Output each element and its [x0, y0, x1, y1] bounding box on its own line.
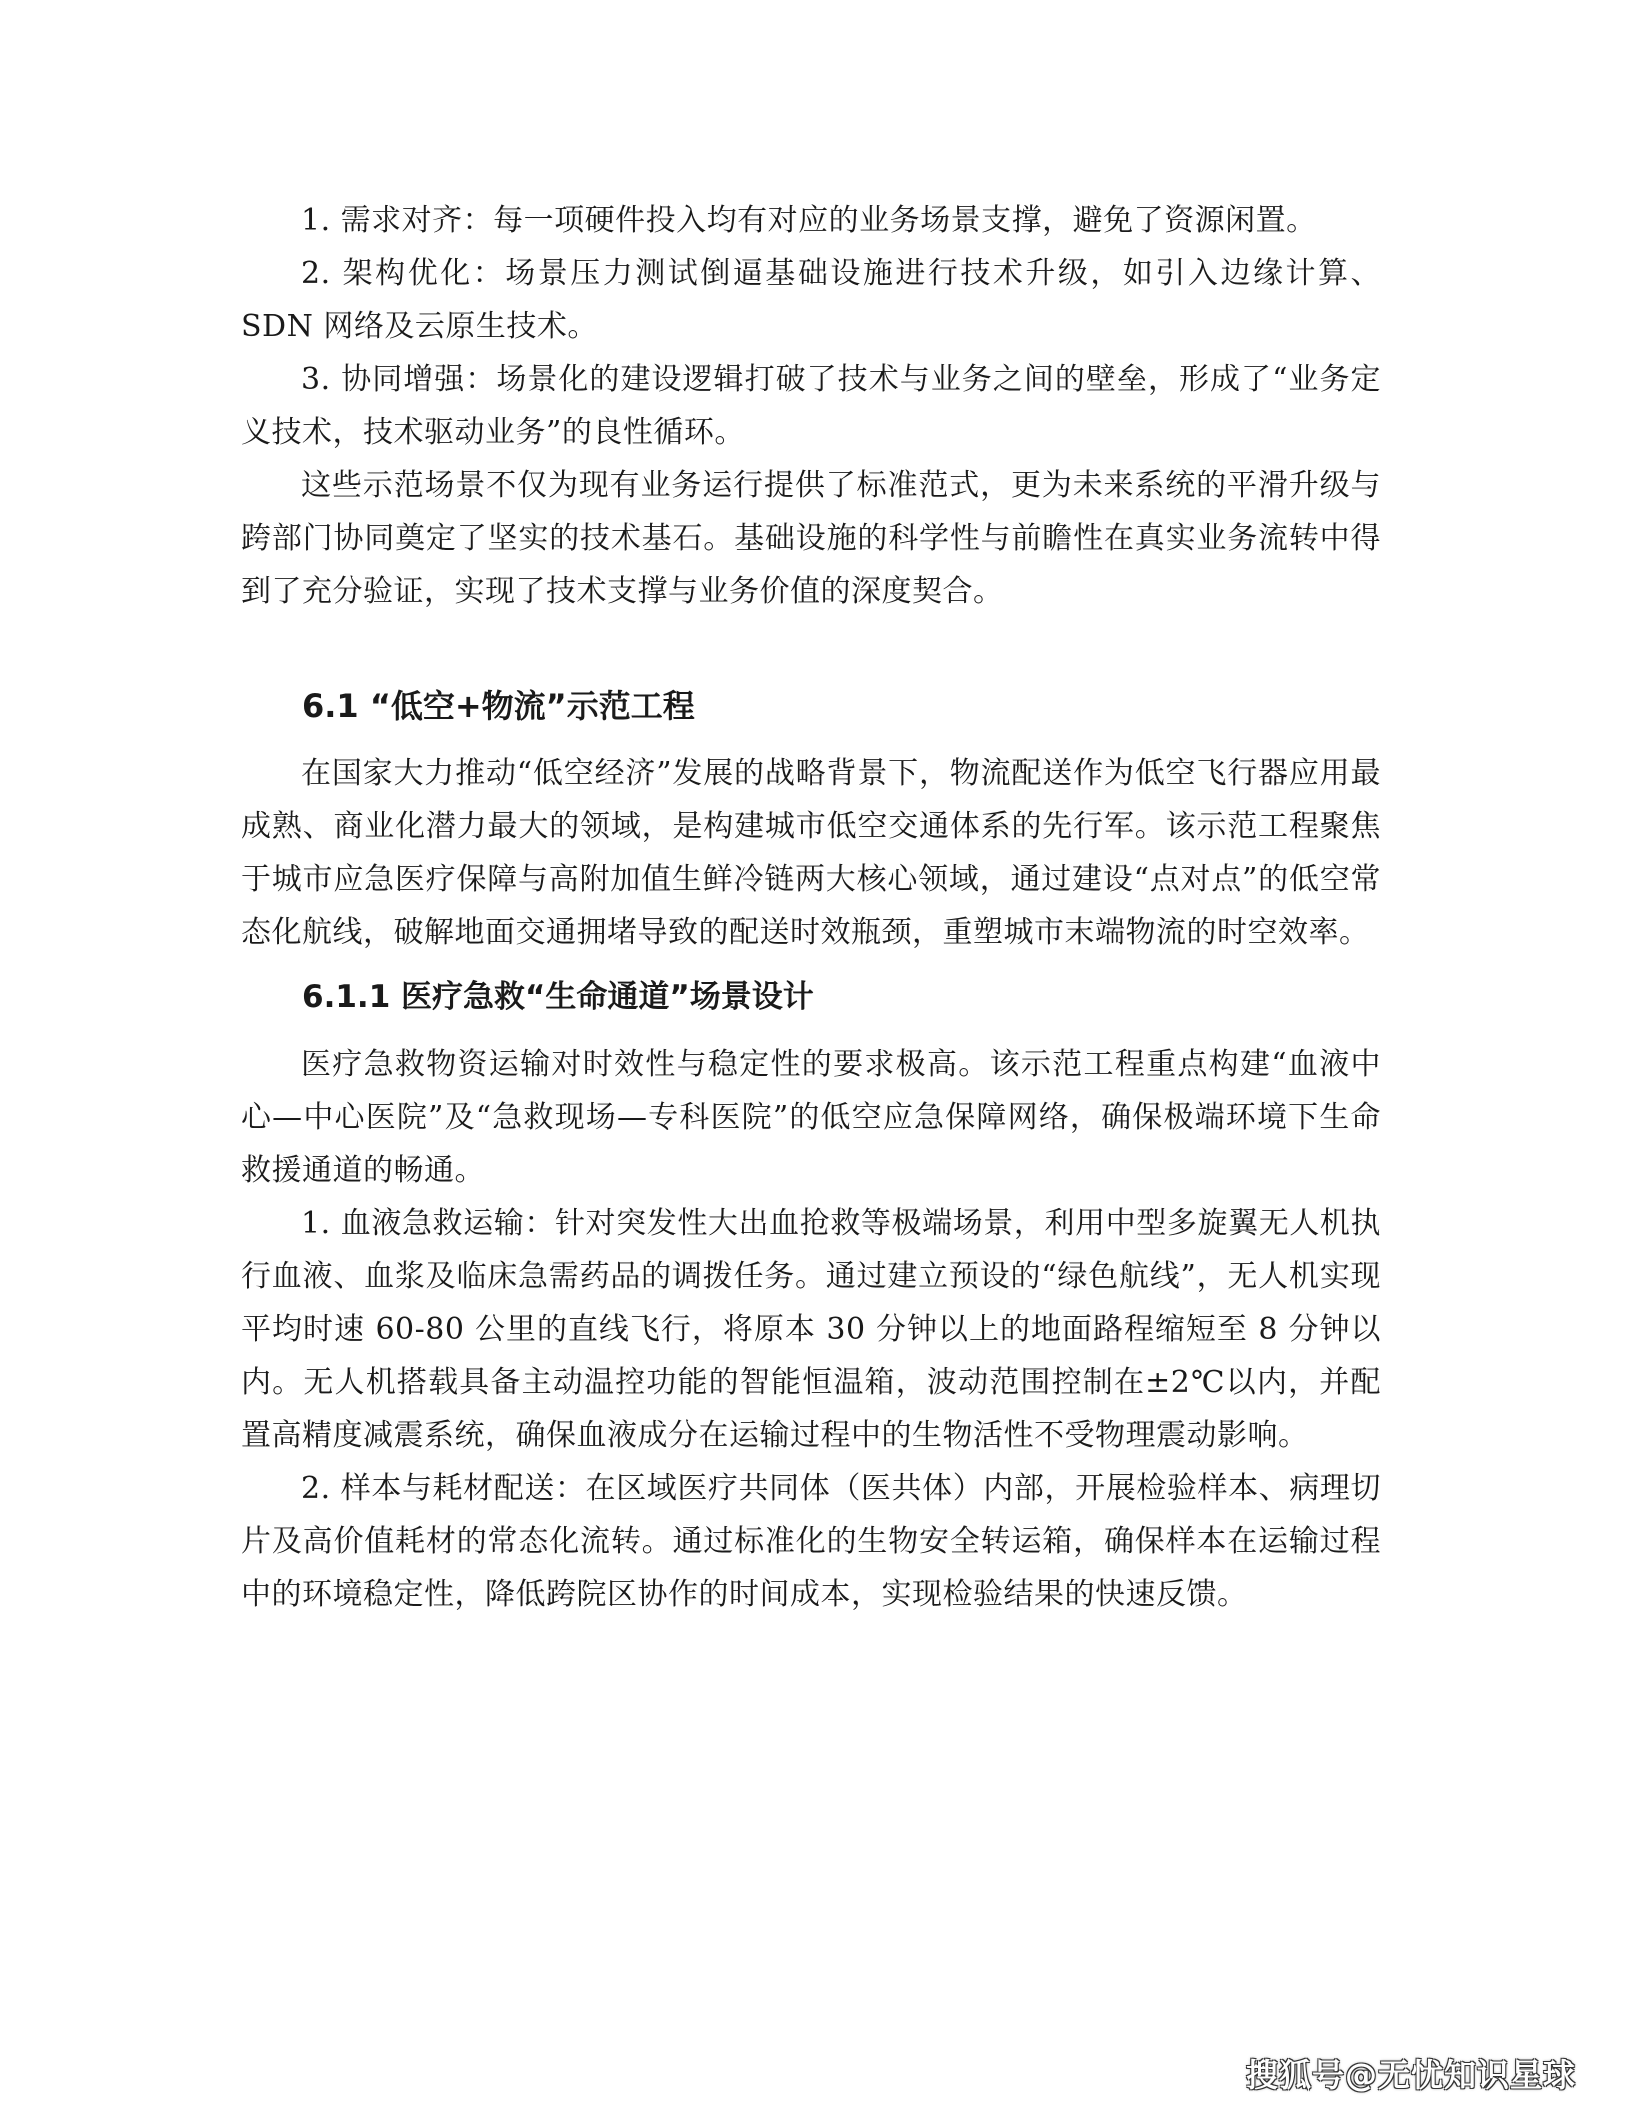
section-heading: 6.1 “低空+物流”示范工程	[302, 687, 695, 725]
subsection-heading: 6.1.1 医疗急救“生命通道”场景设计	[302, 979, 814, 1015]
spacer	[241, 618, 1381, 680]
section-intro-paragraph: 在国家大力推动“低空经济”发展的战略背景下，物流配送作为低空飞行器应用最成熟、商业化潜力最大的领域，是构建城市低空交通体系的先行军。该示范工程聚焦于城市应急医疗保障与高附加值生鲜冷链两大核心领域，通过建设“点对点”的低空常态化航线，破解地面交通拥堵导致的配送时效瓶颈，重塑城市末端物流的时空效率。	[241, 756, 1381, 950]
spacer	[241, 1024, 1381, 1038]
subsection-intro-paragraph: 医疗急救物资运输对时效性与稳定性的要求极高。该示范工程重点构建“血液中心—中心医院”及“急救现场—专科医院”的低空应急保障网络，确保极端环境下生命救援通道的畅通。	[241, 1047, 1381, 1188]
document-body	[241, 194, 1381, 1621]
list-item-requirement-alignment: 1. 需求对齐：每一项硬件投入均有对应的业务场景支撑，避免了资源闲置。	[301, 203, 1317, 238]
list-item-architecture-optimization: 2. 架构优化：场景压力测试倒逼基础设施进行技术升级，如引入边缘计算、SDN 网络及云原生技术。	[241, 256, 1381, 344]
list-item-blood-transport: 1. 血液急救运输：针对突发性大出血抢救等极端场景，利用中型多旋翼无人机执行血液、血浆及临床急需药品的调拨任务。通过建立预设的“绿色航线”，无人机实现平均时速 60-80 公里的直线飞行，将原本 30 分钟以上的地面路程缩短至 8 分钟以内。无人机搭载具备主动温控功能的智能恒温箱，波动范围控制在±2℃以内，并配置高精度减震系统，确保血液成分在运输过程中的生物活性不受物理震动影响。	[241, 1206, 1381, 1453]
spacer	[241, 733, 1381, 747]
list-item-collaboration-enhancement: 3. 协同增强：场景化的建设逻辑打破了技术与业务之间的壁垒，形成了“业务定义技术，技术驱动业务”的良性循环。	[241, 362, 1381, 450]
summary-paragraph: 这些示范场景不仅为现有业务运行提供了标准范式，更为未来系统的平滑升级与跨部门协同奠定了坚实的技术基石。基础设施的科学性与前瞻性在真实业务流转中得到了充分验证，实现了技术支撑与业务价值的深度契合。	[241, 468, 1381, 609]
spacer	[241, 959, 1381, 971]
list-item-sample-delivery: 2. 样本与耗材配送：在区域医疗共同体（医共体）内部，开展检验样本、病理切片及高价值耗材的常态化流转。通过标准化的生物安全转运箱，确保样本在运输过程中的环境稳定性，降低跨院区协作的时间成本，实现检验结果的快速反馈。	[241, 1471, 1381, 1612]
watermark-text: 搜狐号@无忧知识星球	[1245, 2056, 1576, 2094]
